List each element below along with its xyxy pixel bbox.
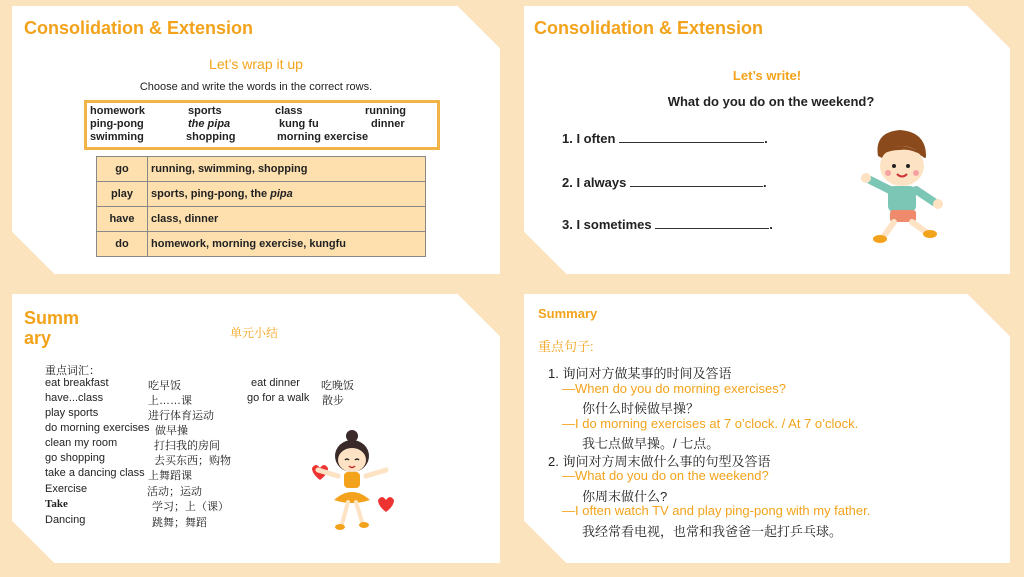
slide-title: Consolidation & Extension <box>534 18 764 38</box>
vocab-cn: 吃早饭 <box>148 380 181 392</box>
word-item: homework <box>90 105 146 117</box>
table-row <box>97 157 426 182</box>
slide-consolidation-wrap <box>12 6 500 274</box>
vocab-cn: 吃晚饭 <box>321 380 354 392</box>
vocab-en: go for a walk <box>247 392 310 404</box>
answer-blank[interactable] <box>655 216 769 229</box>
item-label: 3. I sometimes <box>562 217 652 232</box>
slide-subtitle: Let’s wrap it up <box>209 56 303 72</box>
word-item: sports <box>188 105 222 117</box>
writing-item: 3. I sometimes . <box>562 217 773 232</box>
word-item: class <box>275 105 303 117</box>
word-item: morning exercise <box>277 131 369 143</box>
slide-subtitle: Let’s write! <box>732 68 802 83</box>
topic-line: 2. 询问对方周末做什么事的句型及答语 <box>548 454 771 469</box>
vocab-cn: 打扫我的房间 <box>154 440 220 452</box>
instruction: Choose and write the words in the correct rows. <box>139 81 373 93</box>
vocab-en: have...class <box>45 392 104 404</box>
words-cell: sports, ping-pong, the pipa <box>148 182 426 207</box>
verb-cell: do <box>97 232 148 257</box>
topic-line: 1. 询问对方做某事的时间及答语 <box>548 366 732 381</box>
word-item: swimming <box>90 131 144 143</box>
unit-title: 单元小结 <box>230 326 279 340</box>
vocab-en: eat breakfast <box>45 377 109 389</box>
running-boy-illustration <box>860 126 950 246</box>
vocab-en: do morning exercises <box>45 422 150 434</box>
vocab-en: play sports <box>45 407 99 419</box>
words-cell: homework, morning exercise, kungfu <box>148 232 426 257</box>
vocab-cn: 去买东西；购物 <box>154 455 231 467</box>
writing-item: 1. I often . <box>562 131 768 146</box>
slide-title: Summary <box>538 306 598 321</box>
slide-consolidation-write <box>524 6 1010 274</box>
word-item: ping-pong <box>90 118 144 130</box>
vocab-cn: 学习；上（课） <box>152 501 229 513</box>
vocab-cn: 做早操 <box>155 425 188 437</box>
word-item: the pipa <box>188 118 231 130</box>
question: What do you do on the weekend? <box>667 94 875 109</box>
table-row <box>97 182 426 207</box>
slide-title: Summ <box>24 308 80 328</box>
english-sentence: —I do morning exercises at 7 o’clock. / At 7 o’clock. <box>562 416 859 431</box>
words-cell: class, dinner <box>148 207 426 232</box>
vocab-cn: 活动；运动 <box>147 486 202 498</box>
answer-blank[interactable] <box>630 174 763 187</box>
vocab-cn: 上……课 <box>148 395 192 407</box>
word-bank <box>84 100 440 150</box>
word-item: shopping <box>186 131 236 143</box>
chinese-sentence: 我七点做早操。/ 七点。 <box>582 436 720 451</box>
table-row <box>97 232 426 257</box>
vocab-en: Exercise <box>45 483 88 495</box>
vocab-en: Dancing <box>45 514 86 526</box>
chinese-sentence: 我经常看电视，也常和我爸爸一起打乒乓球。 <box>582 524 843 539</box>
dancing-girl-illustration <box>304 428 400 538</box>
verb-cell: play <box>97 182 148 207</box>
answer-blank[interactable] <box>619 130 764 143</box>
vocab-en: take a dancing class <box>45 467 145 479</box>
slide-summary-vocab <box>12 294 500 563</box>
vocab-en: eat dinner <box>251 377 300 389</box>
words-cell: running, swimming, shopping <box>148 157 426 182</box>
vocab-cn: 跳舞；舞蹈 <box>152 517 207 529</box>
table-row <box>97 207 426 232</box>
english-sentence: —I often watch TV and play ping-pong with my father. <box>562 503 871 518</box>
english-sentence: —When do you do morning exercises? <box>562 381 787 396</box>
item-label: 1. I often <box>562 131 616 146</box>
vocab-en: clean my room <box>45 437 118 449</box>
vocab-cn: 散步 <box>322 395 344 407</box>
slide-summary-sentences <box>524 294 1010 563</box>
answer-table <box>96 156 426 257</box>
english-sentence: —What do you do on the weekend? <box>562 468 769 483</box>
chinese-sentence: 你周末做什么? <box>582 489 668 504</box>
word-item: running <box>365 105 406 117</box>
word-item: dinner <box>371 118 405 130</box>
word-item: kung fu <box>279 118 319 130</box>
vocab-en: Take <box>45 498 68 510</box>
vocab-en: go shopping <box>45 452 105 464</box>
verb-cell: go <box>97 157 148 182</box>
vocab-heading: 重点词汇： <box>45 365 100 377</box>
sentences-heading: 重点句子: <box>538 339 594 354</box>
verb-cell: have <box>97 207 148 232</box>
slide-title: Consolidation & Extension <box>24 18 254 38</box>
writing-item: 2. I always . <box>562 175 767 190</box>
item-label: 2. I always <box>562 175 627 190</box>
chinese-sentence: 你什么时候做早操？ <box>582 401 700 416</box>
vocab-cn: 上舞蹈课 <box>148 470 192 482</box>
slide-title-cont: ary <box>24 328 52 348</box>
vocab-cn: 进行体育运动 <box>148 410 214 422</box>
